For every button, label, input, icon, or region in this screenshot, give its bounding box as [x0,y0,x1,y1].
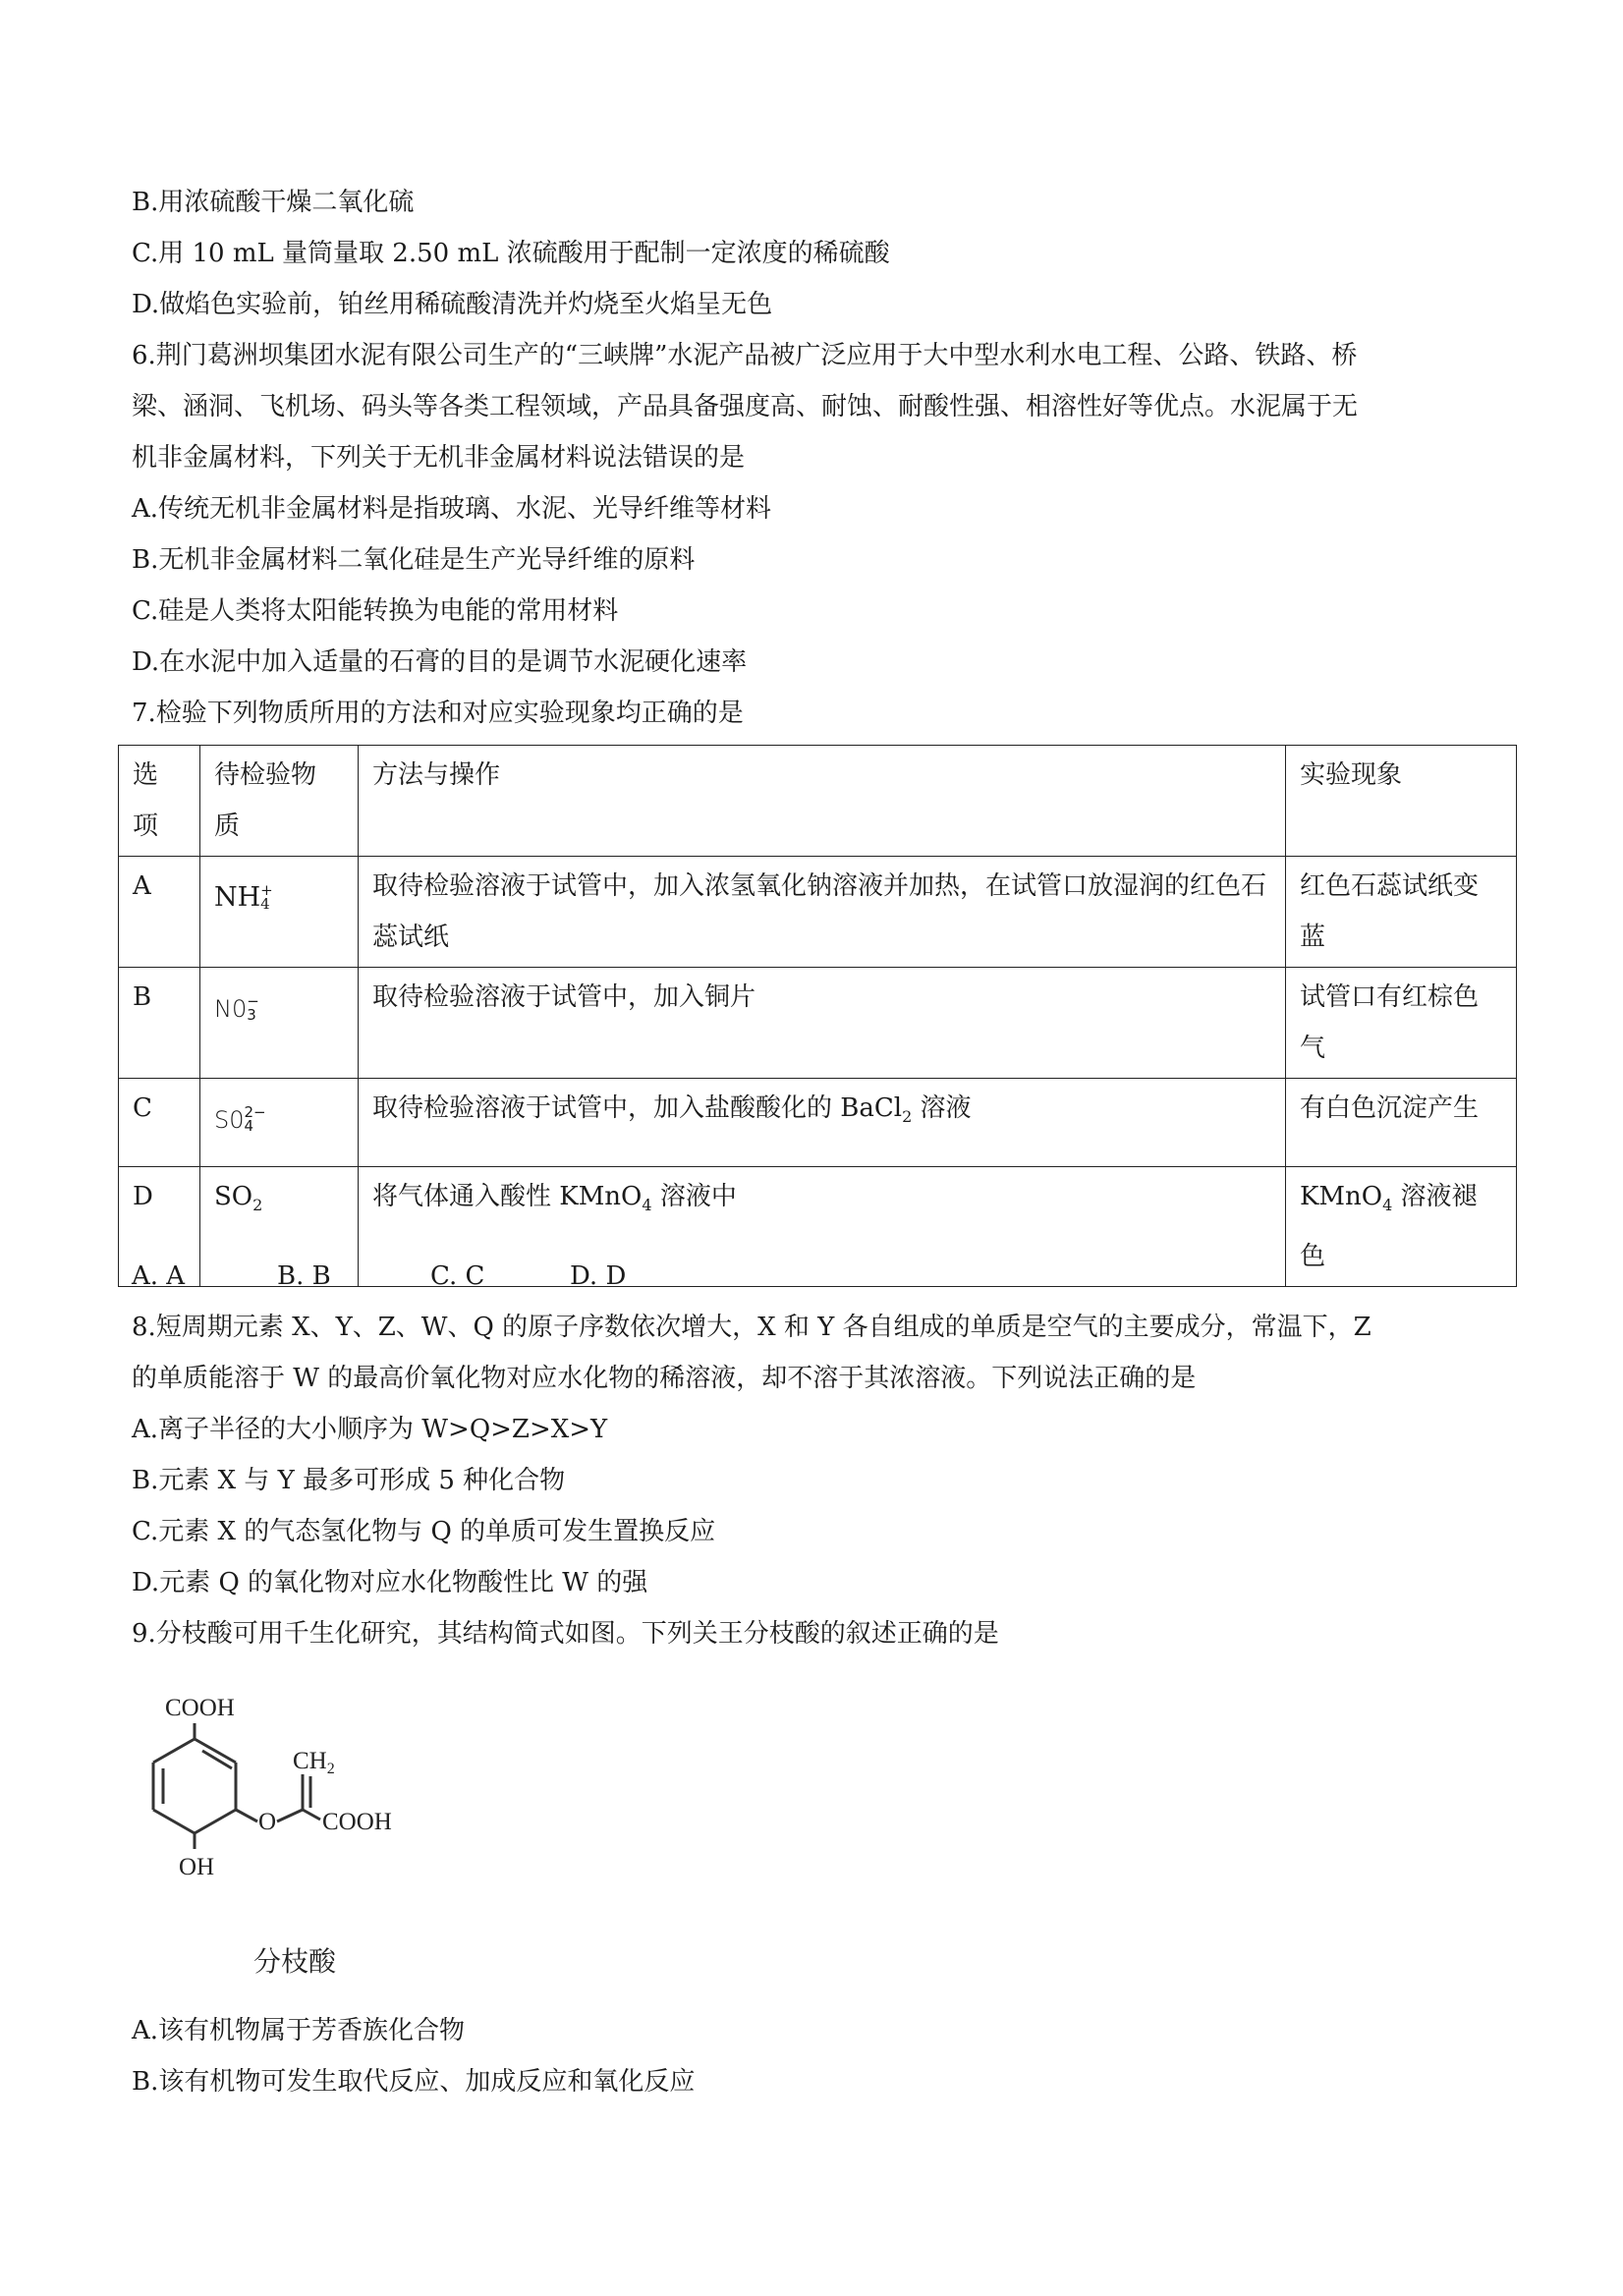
row-substance [200,968,359,1079]
q8-option-d: D.元素 Q 的氧化物对应水化物酸性比 W 的强 [132,1568,648,1597]
q8-option-c: C.元素 X 的气态氢化物与 Q 的单质可发生置换反应 [132,1517,716,1546]
q6-option-c: C.硅是人类将太阳能转换为电能的常用材料 [132,596,619,626]
q7-answer-options [132,1251,626,1302]
structure-bonds [153,1723,320,1849]
row-option: A [119,857,200,968]
phenomenon-subscript: 4 [1382,1196,1393,1215]
ion-sub: 4 [260,894,270,913]
ion-base: NH [214,882,261,913]
q8-stem-line: 的单质能溶于 W 的最高价氧化物对应水化物的稀溶液，却不溶于其浓溶液。下列说法正确的是 [132,1364,1197,1393]
q6-stem-line: 6.荆门葛洲坝集团水泥有限公司生产的“三峡牌”水泥产品被广泛应用于大中型水利水电工程、公路、铁路、桥 [132,341,1358,370]
table-header-row [119,746,1517,857]
q7-table [118,745,1517,1287]
header-option-line: 选 [133,760,159,790]
bond-ether [236,1810,257,1821]
header-substance-line: 质 [214,812,241,841]
row-substance [200,1079,359,1167]
answer-option-a: A. A [132,1261,186,1291]
header-option-line: 项 [133,812,159,841]
answer-option-c: C. C [430,1261,485,1291]
row-method: 取待检验溶液于试管中，加入铜片 [359,968,1286,1079]
header-phenomenon: 实验现象 [1286,746,1517,857]
header-substance-line: 待检验物 [214,760,317,790]
structure-caption: 分枝酸 [253,1945,337,1978]
answer-option-b: B. B [277,1261,331,1291]
structure-labels [165,1695,392,1978]
ion-formula [214,992,259,1024]
label-ch2 [293,1748,335,1777]
header-option [119,746,200,857]
q6-stem-line: 梁、涵洞、飞机场、码头等各类工程领域，产品具备强度高、耐蚀、耐酸性强、相溶性好等优点。水泥属于无 [132,392,1359,421]
ion-sup: 2− [244,1103,266,1121]
substance-text: SO [214,1182,253,1211]
substance-subscript: 2 [252,1196,263,1215]
ion-sub: 4 [244,1117,254,1135]
method-text: 溶液中 [651,1182,737,1211]
answer-option-d: D. D [570,1261,627,1291]
bond-ether [277,1810,303,1821]
q6-option-a: A.传统无机非金属材料是指玻璃、水泥、光导纤维等材料 [132,494,772,524]
phenomenon-text: KMnO [1300,1182,1383,1211]
method-subscript: 4 [642,1196,652,1215]
header-method: 方法与操作 [359,746,1286,857]
q5-option-b: B.用浓硫酸干燥二氧化硫 [132,188,415,217]
label-ch2-base: CH [293,1748,327,1774]
label-oh: OH [179,1854,215,1880]
label-cooh-right: COOH [322,1809,392,1835]
ion-charge [247,994,259,1022]
q6-option-d: D.在水泥中加入适量的石膏的目的是调节水泥硬化速率 [132,647,748,677]
phenomenon-text: 溶液褪色 [1300,1182,1478,1272]
q7-stem: 7.检验下列物质所用的方法和对应实验现象均正确的是 [132,699,744,728]
ion-base: S0 [214,1106,245,1134]
q9-option-b: B.该有机物可发生取代反应、加成反应和氧化反应 [132,2067,696,2097]
q8-option-a: A.离子半径的大小顺序为 W>Q>Z>X>Y [132,1415,608,1444]
bond-cooh-right [303,1810,320,1820]
row-method [359,1079,1286,1167]
chorismic-acid-structure [138,1688,472,1983]
q6-option-b: B.无机非金属材料二氧化硅是生产光导纤维的原料 [132,545,696,575]
q8-option-b: B.元素 X 与 Y 最多可形成 5 种化合物 [132,1466,566,1495]
row-phenomenon: 试管口有红棕色气 [1286,968,1517,1079]
table-row [119,968,1517,1079]
q5-option-c: C.用 10 mL 量筒量取 2.50 mL 浓硫酸用于配制一定浓度的稀硫酸 [132,239,890,268]
row-option: C [119,1079,200,1167]
q8-stem [132,1302,1507,1404]
row-phenomenon: 红色石蕊试纸变蓝 [1286,857,1517,968]
row-substance [200,857,359,968]
ring-bond [153,1810,195,1833]
method-subscript: 2 [902,1107,913,1127]
q6-stem [132,330,1507,483]
row-phenomenon: 有白色沉淀产生 [1286,1079,1517,1167]
ion-sub: 3 [247,1006,256,1024]
row-method: 取待检验溶液于试管中，加入浓氢氧化钠溶液并加热，在试管口放湿润的红色石蕊试纸 [359,857,1286,968]
header-substance [200,746,359,857]
ring-bond [153,1739,195,1763]
ion-sup: − [247,992,259,1010]
method-text: 将气体通入酸性 KMnO [372,1182,643,1211]
ion-charge [245,1105,266,1133]
q9-stem: 9.分枝酸可用千生化研究，其结构简式如图。下列关王分枝酸的叙述正确的是 [132,1619,999,1649]
ion-charge [260,880,273,913]
label-o: O [258,1809,277,1835]
method-text: 溶液 [912,1093,972,1123]
q8-stem-line: 8.短周期元素 X、Y、Z、W、Q 的原子序数依次增大，X 和 Y 各自组成的单质是空气的主要成分，常温下，Z [132,1313,1371,1342]
ion-formula [214,1103,266,1135]
ion-base: N0 [214,995,248,1023]
label-ch2-sub: 2 [326,1761,335,1777]
row-option: B [119,968,200,1079]
table-row [119,857,1517,968]
method-text: 取待检验溶液于试管中，加入盐酸酸化的 BaCl [372,1093,903,1123]
q5-option-d: D.做焰色实验前，铂丝用稀硫酸清洗并灼烧至火焰呈无色 [132,290,773,319]
ring-bond [195,1810,236,1833]
q9-option-a: A.该有机物属于芳香族化合物 [132,2016,466,2045]
label-cooh-top: COOH [165,1695,235,1721]
q6-stem-line: 机非金属材料，下列关于无机非金属材料说法错误的是 [132,443,746,473]
row-option: D [119,1167,200,1287]
ion-formula [214,882,273,913]
row-phenomenon [1286,1167,1517,1287]
table-row [119,1079,1517,1167]
ion-sup: + [260,880,273,899]
